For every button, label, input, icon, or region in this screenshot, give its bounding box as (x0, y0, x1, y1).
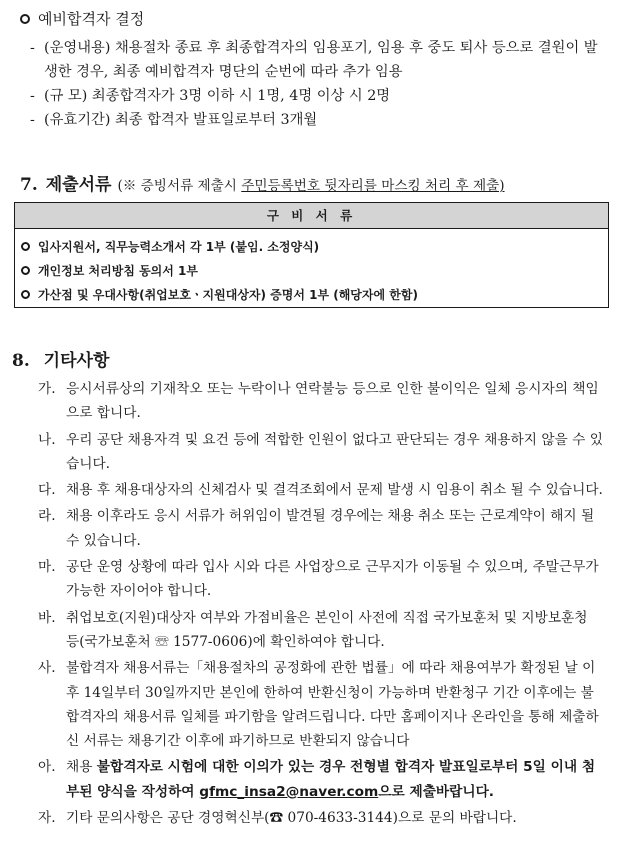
document-row (21, 234, 608, 258)
misc-item-text: 불합격자 채용서류는「채용절차의 공정화에 관한 법률」에 따라 채용여부가 확정된 날 이후 14일부터 30일까지만 본인에 한하여 반환신청이 가능하며 반환청구 기간 이후에는 불합격자의 채용서류 일체를 파기함을 알려드립니다. 다만 홈페이지나 온라인을 통해 제출하신 서류는 채용기간 이후에 파기하므로 반환되지 않습니다 (66, 660, 599, 750)
misc-items-list (38, 377, 603, 832)
section-note-prefix: (※ 증빙서류 제출시 (117, 178, 242, 194)
item-marker: 자. (38, 810, 56, 827)
item-marker: 바. (38, 609, 56, 626)
item-marker: 사. (38, 660, 56, 677)
misc-item (38, 755, 603, 804)
misc-item (38, 555, 603, 604)
misc-item-emphasis: 불합격자로 시험에 대한 이의가 있는 경우 전형별 합격자 발표일로부터 5일 이내 첨부된 양식을 작성하여 (66, 759, 596, 800)
reserve-item (30, 84, 610, 108)
misc-item-text: 응시서류상의 기재착오 또는 누락이나 연락불능 등으로 인한 불이익은 일체 응시자의 책임으로 합니다. (66, 381, 599, 422)
item-marker: 나. (38, 431, 56, 448)
reserve-list (30, 36, 610, 132)
document-row-text: 입사지원서, 직무능력소개서 각 1부 (붙임. 소정양식) (38, 239, 320, 254)
section-note (117, 174, 504, 194)
dash-marker: - (30, 112, 35, 128)
circle-bullet-icon (20, 14, 30, 24)
reserve-item-text: (규 모) 최종합격자가 3명 이하 시 1명, 4명 이상 시 2명 (44, 88, 391, 104)
section-7-heading (20, 170, 610, 195)
reserve-item (30, 36, 610, 84)
item-marker: 라. (38, 508, 56, 525)
item-marker: 가. (38, 381, 56, 397)
dash-marker: - (30, 40, 35, 56)
misc-item-text (66, 755, 603, 804)
section-title: 기타사항 (43, 351, 110, 371)
misc-item-suffix: 으로 제출바랍니다. (378, 783, 495, 800)
reserve-item-text: (운영내용) 채용절차 종료 후 최종합격자의 임용포기, 임용 후 중도 퇴사 등으로 결원이 발생한 경우, 최종 예비합격자 명단의 순번에 따라 추가 임용 (44, 40, 598, 80)
item-marker: 다. (38, 482, 56, 499)
misc-item-text: 우리 공단 채용자격 및 요건 등에 적합한 인원이 없다고 판단되는 경우 채용하지 않을 수 있습니다. (66, 431, 603, 472)
circle-bullet-icon (21, 242, 30, 251)
misc-item (38, 504, 603, 553)
misc-item-text: 채용 이후라도 응시 서류가 허위임이 발견될 경우에는 채용 취소 또는 근로계약이 해지 될 수 있습니다. (66, 508, 595, 549)
documents-rows (15, 229, 608, 306)
item-marker: 아. (38, 759, 56, 776)
section-8-heading (12, 346, 109, 371)
document-row-text: 개인정보 처리방침 동의서 1부 (38, 263, 198, 278)
reserve-item-text: (유효기간) 최종 합격자 발표일로부터 3개월 (44, 112, 318, 128)
section-title: 제출서류 (45, 175, 112, 195)
misc-item (38, 478, 603, 502)
document-row-text: 가산점 및 우대사항(취업보호ㆍ지원대상자) 증명서 1부 (해당자에 한함) (38, 287, 418, 302)
reserve-heading-text: 예비합격자 결정 (38, 10, 145, 28)
circle-bullet-icon (21, 290, 30, 299)
misc-item (38, 656, 603, 753)
reserve-item (30, 108, 610, 132)
section-note-underlined: 주민등록번호 뒷자리를 마스킹 처리 후 제출) (241, 178, 505, 194)
misc-item-text: 채용 후 채용대상자의 신체검사 및 결격조회에서 문제 발생 시 임용이 취소 될 수 있습니다. (66, 482, 603, 499)
circle-bullet-icon (21, 266, 30, 275)
contact-email-link[interactable]: gfmc_insa2@naver.com (199, 783, 379, 800)
misc-item-text: 공단 운영 상황에 따라 입사 시와 다른 사업장으로 근무지가 이동될 수 있으며, 주말근무가 가능한 자이어야 합니다. (66, 559, 599, 600)
misc-item-text: 취업보호(지원)대상자 여부와 가점비율은 본인이 사전에 직접 국가보훈처 및 지방보훈청 등(국가보훈처 ☏ 1577-0606)에 확인하여야 합니다. (66, 609, 588, 650)
section-number: 7. (20, 175, 38, 195)
reserve-heading (20, 8, 144, 29)
documents-header: 구 비 서 류 (15, 203, 608, 229)
dash-marker: - (30, 88, 35, 104)
misc-item-prefix: 채용 (66, 759, 97, 776)
misc-item (38, 606, 603, 655)
section-number: 8. (12, 351, 30, 371)
misc-item-text: 기타 문의사항은 공단 경영혁신부(☎ 070-4633-3144)으로 문의 바랍니다. (66, 810, 517, 827)
document-row (21, 258, 608, 282)
misc-item (38, 806, 603, 830)
misc-item (38, 428, 603, 477)
misc-item (38, 377, 603, 426)
document-row (21, 282, 608, 306)
required-documents-table (14, 202, 609, 308)
item-marker: 마. (38, 559, 56, 576)
